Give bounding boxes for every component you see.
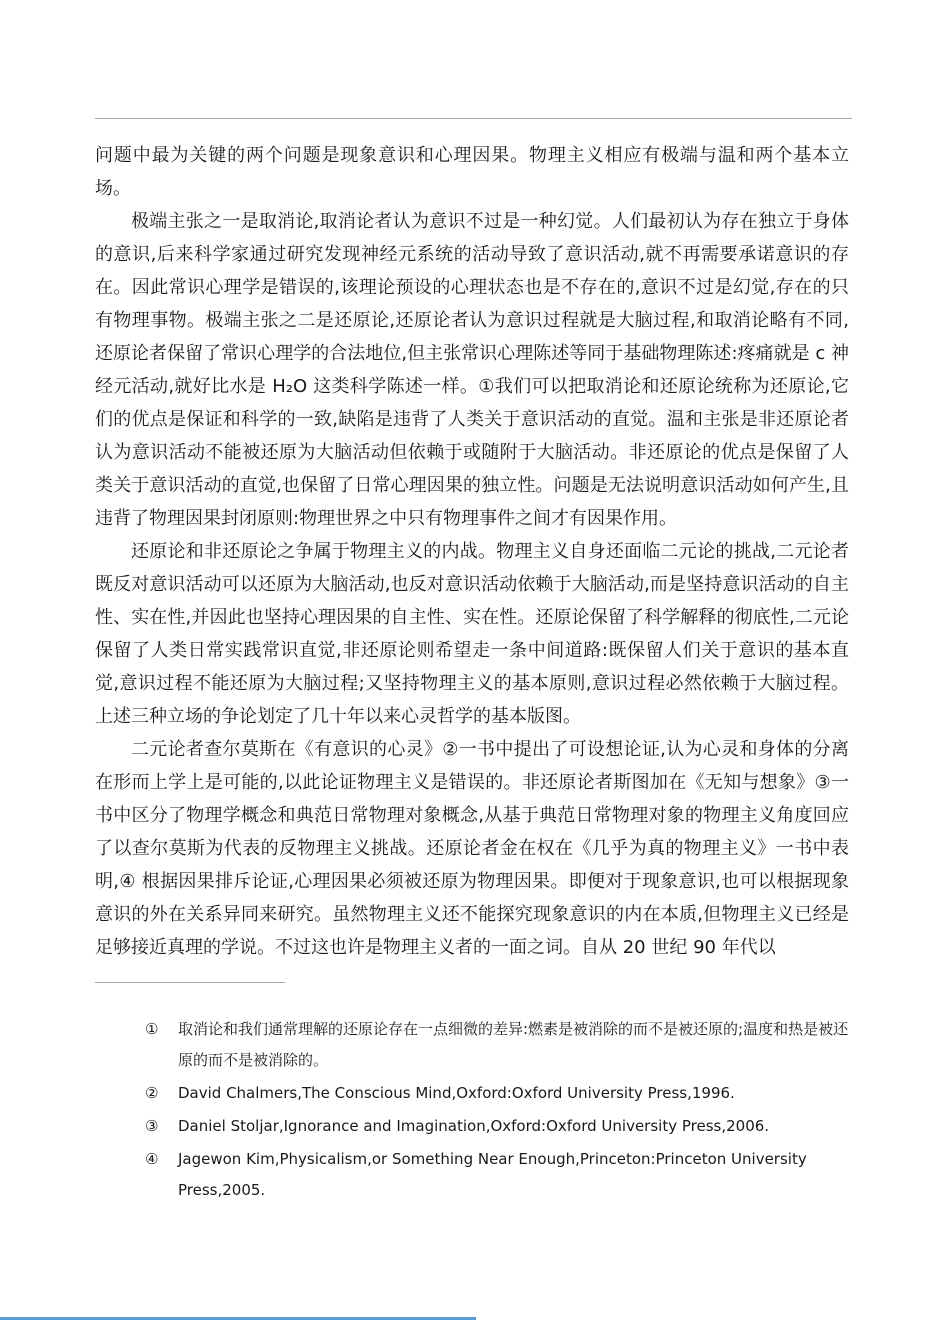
footnote-marker: ② — [145, 1084, 159, 1102]
footnote-item — [145, 1111, 855, 1142]
page-bottom-accent-line — [0, 1317, 476, 1320]
body-paragraph: 还原论和非还原论之争属于物理主义的内战。物理主义自身还面临二元论的挑战,二元论者既反对意识活动可以还原为大脑活动,也反对意识活动依赖于大脑活动,而是坚持意识活动的自主性、实在性,并因此也坚持心理因果的自主性、实在性。还原论保留了科学解释的彻底性,二元论保留了人类日常实践常识直觉,非还原论则希望走一条中间道路:既保留人们关于意识的基本直觉,意识过程不能还原为大脑过程;又坚持物理主义的基本原则,意识过程必然依赖于大脑过程。上述三种立场的争论划定了几十年以来心灵哲学的基本版图。 — [95, 541, 849, 727]
footnote-text: David Chalmers,The Conscious Mind,Oxford:Oxford University Press,1996. — [178, 1084, 735, 1102]
body-text-block — [95, 139, 849, 964]
footnote-marker: ① — [145, 1020, 159, 1038]
header-divider-line — [95, 118, 852, 119]
footnote-item — [145, 1014, 855, 1076]
footnote-text: Jagewon Kim,Physicalism,or Something Near Enough,Princeton:Princeton University Press,2005. — [178, 1150, 807, 1199]
footnote-item — [145, 1078, 855, 1109]
footnote-text: 取消论和我们通常理解的还原论存在一点细微的差异:燃素是被消除的而不是被还原的;温度和热是被还原的而不是被消除的。 — [178, 1020, 849, 1069]
body-paragraph: 极端主张之一是取消论,取消论者认为意识不过是一种幻觉。人们最初认为存在独立于身体的意识,后来科学家通过研究发现神经元系统的活动导致了意识活动,就不再需要承诺意识的存在。因此常识心理学是错误的,该理论预设的心理状态也是不存在的,意识不过是幻觉,存在的只有物理事物。极端主张之二是还原论,还原论者认为意识过程就是大脑过程,和取消论略有不同,还原论者保留了常识心理学的合法地位,但主张常识心理陈述等同于基础物理陈述:疼痛就是 c 神经元活动,就好比水是 H₂O 这类科学陈述一样。①我们可以把取消论和还原论统称为还原论,它们的优点是保证和科学的一致,缺陷是违背了人类关于意识活动的直觉。温和主张是非还原论者认为意识活动不能被还原为大脑活动但依赖于或随附于大脑活动。非还原论的优点是保留了人类关于意识活动的直觉,也保留了日常心理因果的独立性。问题是无法说明意识活动如何产生,且违背了物理因果封闭原则:物理世界之中只有物理事件之间才有因果作用。 — [95, 211, 849, 529]
body-paragraph: 问题中最为关键的两个问题是现象意识和心理因果。物理主义相应有极端与温和两个基本立场。 — [95, 145, 849, 199]
body-paragraph: 二元论者查尔莫斯在《有意识的心灵》②一书中提出了可设想论证,认为心灵和身体的分离在形而上学上是可能的,以此论证物理主义是错误的。非还原论者斯图加在《无知与想象》③一书中区分了物理学概念和典范日常物理对象概念,从基于典范日常物理对象的物理主义角度回应了以查尔莫斯为代表的反物理主义挑战。还原论者金在权在《几乎为真的物理主义》一书中表明,④ 根据因果排斥论证,心理因果必须被还原为物理因果。即便对于现象意识,也可以根据现象意识的外在关系异同来研究。虽然物理主义还不能探究现象意识的内在本质,但物理主义已经是足够接近真理的学说。不过这也许是物理主义者的一面之词。自从 20 世纪 90 年代以 — [95, 739, 849, 958]
footnote-separator-line — [95, 982, 285, 983]
footnote-marker: ③ — [145, 1117, 159, 1135]
footnote-text: Daniel Stoljar,Ignorance and Imagination,Oxford:Oxford University Press,2006. — [178, 1117, 770, 1135]
footnotes-block — [145, 1014, 855, 1208]
footnote-item — [145, 1144, 855, 1206]
footnote-marker: ④ — [145, 1150, 159, 1168]
